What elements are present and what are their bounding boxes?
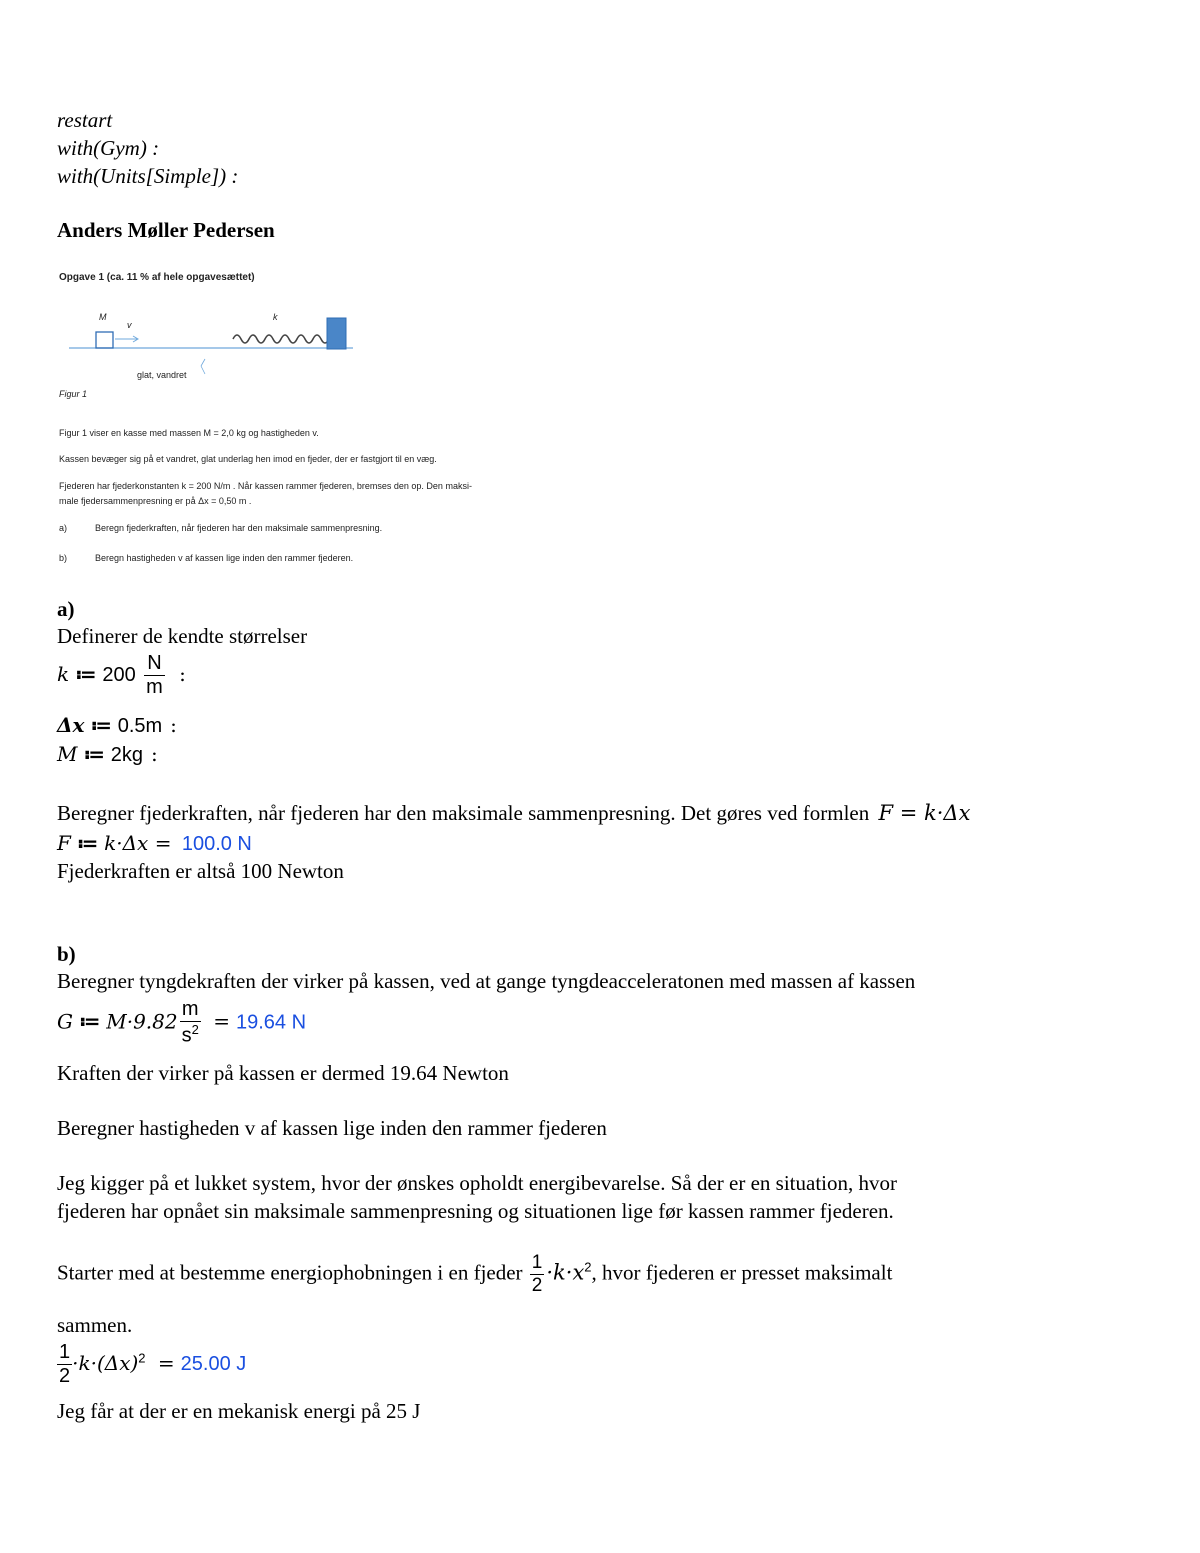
M-variable: M <box>57 742 78 766</box>
box-M <box>96 332 113 348</box>
task-para3a: Fjederen har fjederkonstanten k = 200 N/m . Når kassen rammer fjederen, bremses den op. Den maksi- <box>59 481 472 491</box>
G-calculation: G ≔ M·9.82 $\frac{m}{s^2}$ = 19.64 N <box>57 998 307 1047</box>
F-expression: k·Δx = <box>104 831 172 855</box>
gravity-text: Beregner tyngdekraften der virker på kassen, ved at gange tyngdeacceleratonen med massen af kassen <box>57 969 916 993</box>
E-den: 2 <box>59 1365 71 1387</box>
G-unit-num: m <box>181 998 199 1020</box>
E-num: 1 <box>59 1341 71 1363</box>
final-statement: Jeg får at der er en mekanisk energi på 25 J <box>57 1399 421 1423</box>
E-expression: ·k·(Δx) <box>72 1351 139 1375</box>
label-k: k <box>273 312 278 322</box>
k-unit-num: N <box>147 652 162 674</box>
dx-value: 0.5m <box>117 715 163 737</box>
force-text-body: Beregner fjederkraften, når fjederen har den maksimale sammenpresning. Det gøres ved formlen <box>57 801 870 825</box>
surface-pointer <box>201 366 205 374</box>
M-value: 2kg <box>110 744 143 766</box>
energy-calculation: $\frac{1}{2}$ $\cdot k\cdot(\Delta x)^2 = 25.00$ J <box>59 1341 247 1387</box>
force-text <box>57 801 970 826</box>
force-formula: F = k·Δx <box>878 801 971 825</box>
F-variable: F <box>57 831 71 855</box>
G-unit-den: s <box>181 1024 192 1047</box>
E-result: 25.00 J <box>180 1353 247 1375</box>
k-unit-den: m <box>146 676 163 698</box>
code-with-gym: with(Gym) : <box>57 136 160 160</box>
F-result: 100.0 N <box>181 833 252 855</box>
section-a-intro: Definerer de kendte størrelser <box>57 624 308 648</box>
velocity-text: Beregner hastigheden v af kassen lige inden den rammer fjederen <box>57 1116 607 1140</box>
G-variable: G <box>57 1009 73 1034</box>
E-fraction <box>57 1341 72 1388</box>
system-line2: fjederen har opnået sin maksimale sammenpresning og situationen lige før kassen rammer fjederen. <box>57 1199 894 1223</box>
energy-text-line2: sammen. <box>57 1313 133 1337</box>
code-restart: restart <box>57 108 113 132</box>
section-b-heading: b) <box>57 942 76 966</box>
energy-formula-fraction <box>530 1252 545 1297</box>
gravity-conclusion: Kraften der virker på kassen er dermed 19.64 Newton <box>57 1061 509 1085</box>
label-v: v <box>127 320 132 330</box>
G-unit-den-wrap: $s^2$ <box>181 1022 199 1047</box>
G-result: 19.64 N <box>235 1011 307 1034</box>
task-q-b-text: Beregn hastigheden v af kassen lige inden den rammer fjederen. <box>95 553 354 563</box>
energy-text: Starter med at bestemme energiophobningen i en fjeder $\frac{1}{2}$ $\cdot k\cdot x^2$, hvor fjederen er presset maksimalt <box>57 1252 893 1296</box>
energy-formula-num: 1 <box>531 1252 543 1273</box>
task-q-a-text: Beregn fjederkraften, når fjederen har den maksimale sammenpresning. <box>95 523 383 533</box>
figure-caption: Figur 1 <box>59 389 88 399</box>
section-a-conclusion: Fjederkraften er altså 100 Newton <box>57 859 344 883</box>
task-para2: Kassen bevæger sig på et vandret, glat underlag hen imod en fjeder, der er fastgjort til en væg. <box>59 454 437 464</box>
task-image <box>57 268 537 573</box>
k-variable: k <box>57 662 70 686</box>
k-value: 200 <box>102 664 136 686</box>
task-para3b: male fjedersammenpresning er på Δx = 0,50 m . <box>59 496 252 506</box>
energy-text-after: , hvor fjederen er presset maksimalt <box>591 1260 893 1285</box>
energy-text-before: Starter med at bestemme energiophobningen i en fjeder <box>57 1260 523 1285</box>
system-line1: Jeg kigger på et lukket system, hvor der ønskes opholdt energibevarelse. Så der er en situation, hvor <box>57 1171 897 1195</box>
dx-definition: Δx ≔ 0.5m : <box>57 713 177 737</box>
task-title: Opgave 1 (ca. 11 % af hele opgavesættet) <box>59 272 255 283</box>
k-definition: k ≔ 200 $\frac{N}{m}$ : <box>57 652 186 698</box>
F-calculation: F ≔ k·Δx = 100.0 N <box>57 831 252 855</box>
wall-block <box>327 318 346 349</box>
energy-formula-den: 2 <box>531 1275 543 1296</box>
G-expression: M·9.82 <box>106 1009 178 1034</box>
M-definition: M ≔ 2kg : <box>57 742 158 766</box>
section-a-heading: a) <box>57 597 75 621</box>
task-para1: Figur 1 viser en kasse med massen M = 2,0 kg og hastigheden v. <box>59 428 319 438</box>
code-with-units: with(Units[Simple]) : <box>57 164 239 188</box>
task-q-b-letter: b) <box>59 553 68 563</box>
surface-label: glat, vandret <box>137 370 187 380</box>
label-M: M <box>99 312 107 322</box>
G-unit-fraction <box>180 998 201 1048</box>
dx-variable: Δx <box>57 713 85 737</box>
k-unit-fraction <box>144 652 165 699</box>
task-q-a-letter: a) <box>59 523 68 533</box>
energy-formula-rest: ·k·x <box>546 1260 585 1285</box>
author-name: Anders Møller Pedersen <box>57 218 275 242</box>
